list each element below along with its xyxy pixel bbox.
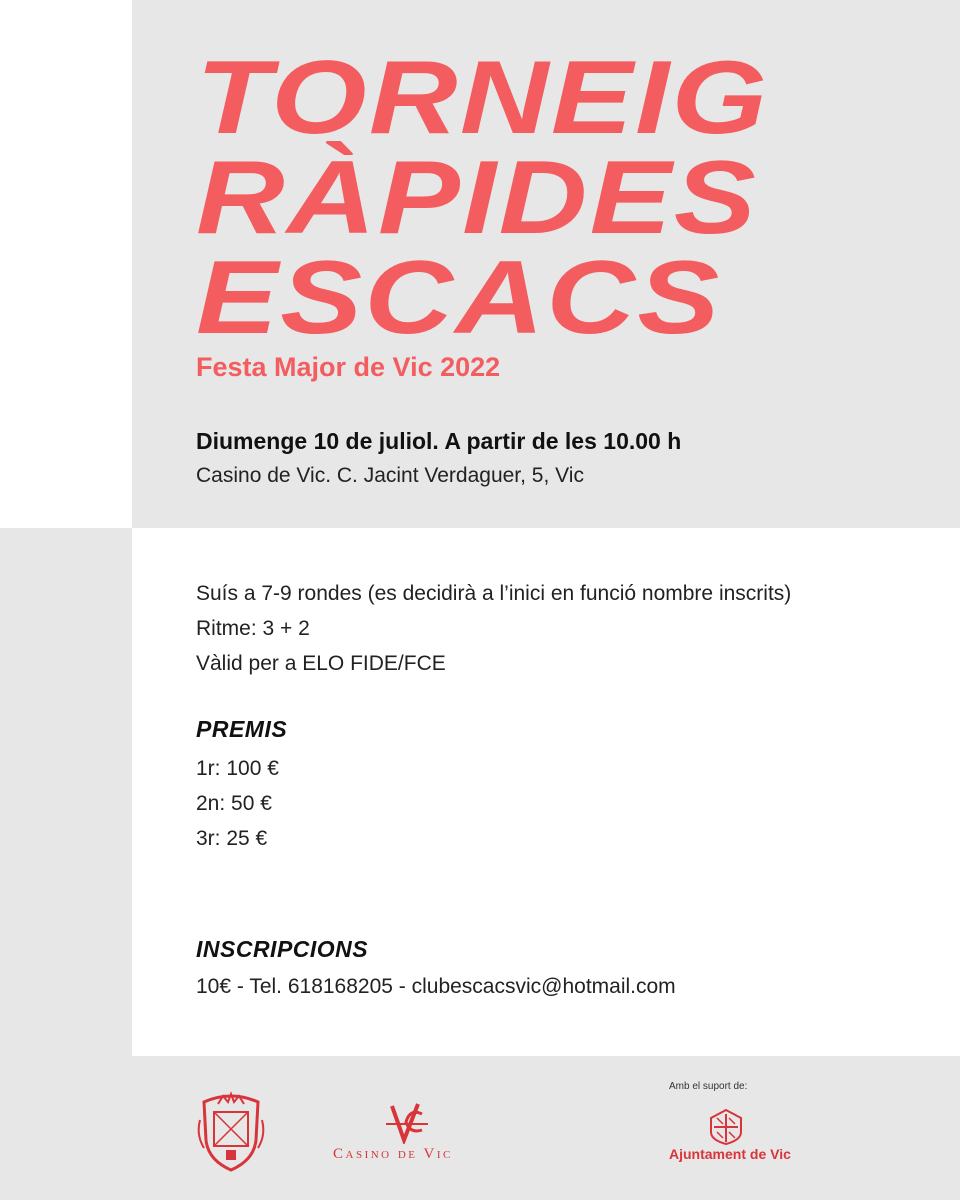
prizes-heading: PREMIS (196, 716, 288, 742)
prize-third: 3r: 25 € (196, 827, 268, 850)
detail-format: Suís a 7-9 rondes (es decidirà a l’inici en funció nombre inscrits) (196, 582, 792, 605)
casino-de-vic-emblem-icon (384, 1100, 430, 1144)
title-line-3: ESCACS (196, 240, 722, 356)
event-subtitle: Festa Major de Vic 2022 (196, 352, 501, 382)
vic-coat-of-arms-icon (196, 1090, 266, 1172)
detail-rhythm: Ritme: 3 + 2 (196, 617, 310, 640)
title-line-2: RÀPIDES (196, 140, 759, 256)
support-label: Amb el suport de: (669, 1081, 748, 1092)
registration-contact: 10€ - Tel. 618168205 - clubescacsvic@hotmail.com (196, 975, 676, 998)
event-place: Casino de Vic. C. Jacint Verdaguer, 5, Vic (196, 464, 584, 487)
ajuntament-shield-icon (709, 1108, 743, 1146)
title-line-1: TORNEIG (196, 40, 770, 156)
prize-second: 2n: 50 € (196, 792, 272, 815)
detail-rating: Vàlid per a ELO FIDE/FCE (196, 652, 446, 675)
casino-name: Casino de Vic (333, 1146, 453, 1162)
prize-first: 1r: 100 € (196, 757, 279, 780)
ajuntament-name: Ajuntament de Vic (669, 1146, 791, 1162)
side-strip (0, 528, 132, 1056)
registration-heading: INSCRIPCIONS (196, 936, 369, 962)
footer-panel (0, 1056, 960, 1200)
event-date: Diumenge 10 de juliol. A partir de les 10.00 h (196, 428, 682, 454)
